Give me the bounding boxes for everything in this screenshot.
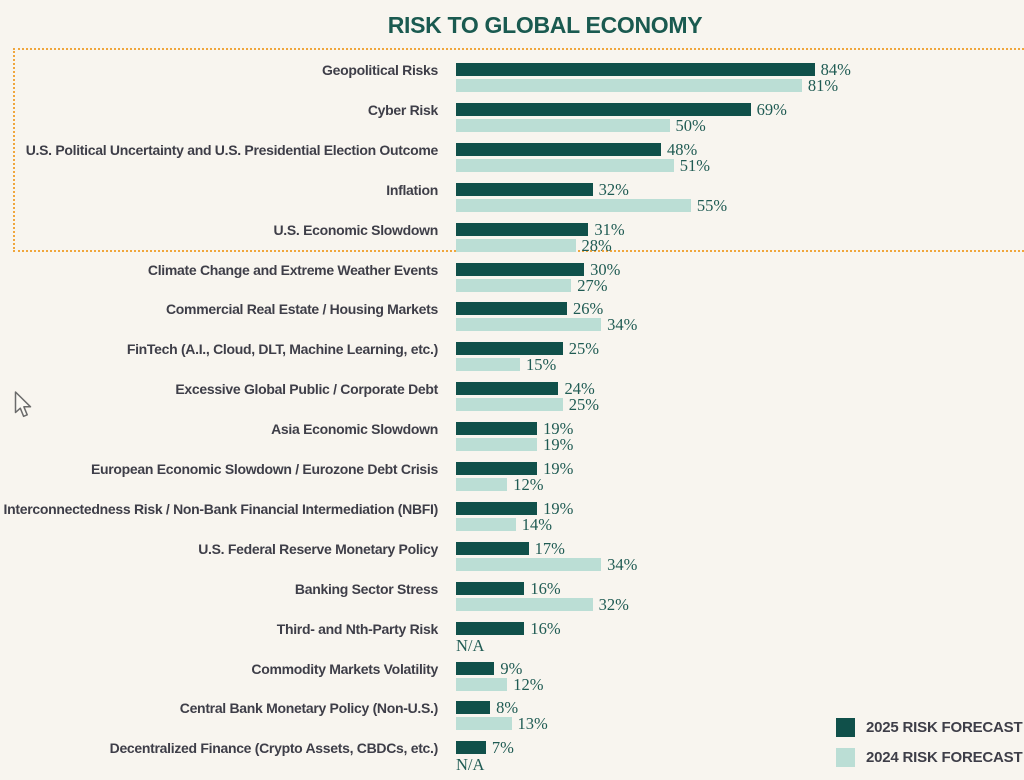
- chart-row: [0, 498, 1024, 542]
- bar-2024: [456, 358, 520, 371]
- bar-2024: [456, 678, 507, 691]
- bar-2025: [456, 263, 584, 276]
- value-label-2025: 32%: [598, 179, 629, 199]
- bar-2024: [456, 717, 512, 730]
- chart-legend: [836, 712, 1022, 772]
- value-label-2025: 19%: [543, 459, 574, 478]
- category-label: Excessive Global Public / Corporate Debt: [175, 381, 438, 398]
- value-label-2025: 31%: [594, 219, 625, 239]
- legend-swatch-2025: [836, 718, 855, 737]
- category-label: Climate Change and Extreme Weather Events: [147, 261, 438, 278]
- legend-item-2024: [836, 742, 1022, 772]
- value-label-2024: 81%: [807, 76, 839, 95]
- bar-2025: [456, 462, 537, 475]
- value-label-2025: 7%: [491, 738, 514, 758]
- category-label: U.S. Federal Reserve Monetary Policy: [198, 540, 438, 557]
- category-label: Geopolitical Risks: [322, 62, 438, 78]
- bar-2024: [456, 159, 674, 172]
- legend-swatch-2024: [836, 748, 855, 767]
- bar-2025: [456, 582, 524, 595]
- chart-row: [0, 339, 1024, 382]
- value-label-2024: 12%: [513, 674, 544, 694]
- bar-2025: [456, 302, 567, 315]
- category-label: U.S. Political Uncertainty and U.S. Presidential Election Outcome: [25, 141, 438, 158]
- bar-2025: [456, 422, 537, 435]
- bar-2024: [456, 598, 593, 611]
- legend-label-2024: 2024 RISK FORECAST: [866, 748, 1023, 766]
- chart-row: [0, 419, 1024, 462]
- bar-2025: [456, 662, 494, 675]
- chart-row: [0, 139, 1024, 183]
- chart-row: [0, 379, 1024, 422]
- value-label-2024: 25%: [568, 395, 599, 415]
- value-label-2024: 32%: [598, 594, 629, 614]
- value-label-2024: 15%: [526, 355, 557, 375]
- bar-2025: [456, 143, 661, 156]
- value-label-2024: 27%: [577, 275, 608, 295]
- value-label-2024: 51%: [679, 155, 711, 175]
- value-label-2025: 69%: [756, 99, 787, 119]
- category-label: U.S. Economic Slowdown: [273, 221, 438, 238]
- value-label-2025: 48%: [666, 139, 698, 159]
- chart-row: [0, 459, 1024, 502]
- bar-2025: [456, 183, 593, 196]
- category-label: Banking Sector Stress: [294, 580, 438, 597]
- value-label-2024: 50%: [675, 115, 706, 135]
- value-label-2025: 16%: [530, 578, 561, 598]
- value-label-2025: 16%: [530, 618, 561, 638]
- value-label-2025: 19%: [543, 498, 574, 518]
- bar-2025: [456, 622, 524, 635]
- value-label-2024: 19%: [543, 435, 574, 455]
- category-label: Third- and Nth-Party Risk: [276, 620, 438, 637]
- bar-2024: [456, 398, 563, 411]
- value-label-2025: 24%: [564, 379, 595, 399]
- chart-row: [0, 259, 1024, 303]
- bar-2024: [456, 199, 691, 212]
- value-label-2024: 13%: [517, 714, 548, 734]
- legend-label-2025: 2025 RISK FORECAST: [866, 718, 1023, 736]
- chart-row: [0, 60, 1024, 103]
- bar-2025: [456, 223, 588, 236]
- chart-row: [0, 578, 1024, 622]
- chart-row: [0, 299, 1024, 342]
- bar-2025: [456, 342, 563, 355]
- bar-2024: [456, 279, 571, 292]
- category-label: Inflation: [386, 181, 438, 198]
- value-label-2024: 14%: [521, 514, 553, 534]
- category-label: Commercial Real Estate / Housing Markets: [166, 301, 438, 318]
- category-label: Cyber Risk: [367, 101, 438, 118]
- bar-2024: [456, 438, 537, 451]
- bar-2024: [456, 558, 601, 571]
- chart-row: [0, 618, 1024, 662]
- value-label-2025: 17%: [534, 538, 565, 558]
- category-label: Central Bank Monetary Policy (Non-U.S.): [179, 700, 438, 717]
- bar-2025: [456, 542, 529, 555]
- bar-2025: [456, 63, 815, 76]
- value-label-2025: 84%: [820, 60, 851, 79]
- bar-2024: [456, 239, 576, 252]
- chart-row: [0, 538, 1024, 582]
- value-label-2024: 55%: [696, 195, 728, 215]
- bar-2025: [456, 701, 490, 714]
- bar-2024: [456, 518, 516, 531]
- category-label: FinTech (A.I., Cloud, DLT, Machine Learning, etc.): [126, 341, 438, 358]
- chart-row: [0, 658, 1024, 702]
- value-label-2025: 25%: [568, 339, 599, 359]
- bar-2025: [456, 741, 486, 754]
- value-label-2024: 34%: [607, 554, 638, 574]
- category-label: Asia Economic Slowdown: [271, 421, 438, 438]
- category-label: Interconnectedness Risk / Non-Bank Financial Intermediation (NBFI): [3, 500, 438, 517]
- value-label-2024-na: N/A: [456, 755, 485, 775]
- chart-row: [0, 219, 1024, 263]
- value-label-2025: 8%: [496, 698, 519, 718]
- value-label-2025: 30%: [590, 259, 621, 279]
- bar-2025: [456, 502, 537, 515]
- value-label-2024: 12%: [513, 475, 544, 494]
- bar-2024: [456, 79, 802, 92]
- category-label: European Economic Slowdown / Eurozone Debt Crisis: [90, 461, 438, 477]
- chart-row: [0, 179, 1024, 223]
- bar-2024: [456, 318, 601, 331]
- value-label-2025: 19%: [543, 419, 574, 439]
- value-label-2025: 9%: [500, 658, 523, 678]
- bar-2025: [456, 103, 751, 116]
- mouse-cursor-icon: [14, 391, 34, 419]
- value-label-2024: 28%: [581, 235, 612, 255]
- bar-2025: [456, 382, 558, 395]
- value-label-2024: 34%: [607, 315, 638, 335]
- value-label-2025: 26%: [573, 299, 604, 319]
- category-label: Decentralized Finance (Crypto Assets, CBDCs, etc.): [109, 740, 438, 757]
- value-label-2024-na: N/A: [456, 635, 485, 655]
- bar-2024: [456, 478, 507, 491]
- chart-title: RISK TO GLOBAL ECONOMY: [387, 12, 703, 38]
- legend-item-2025: [836, 712, 1022, 742]
- category-label: Commodity Markets Volatility: [251, 660, 438, 677]
- chart-row: [0, 99, 1024, 143]
- bar-2024: [456, 119, 670, 132]
